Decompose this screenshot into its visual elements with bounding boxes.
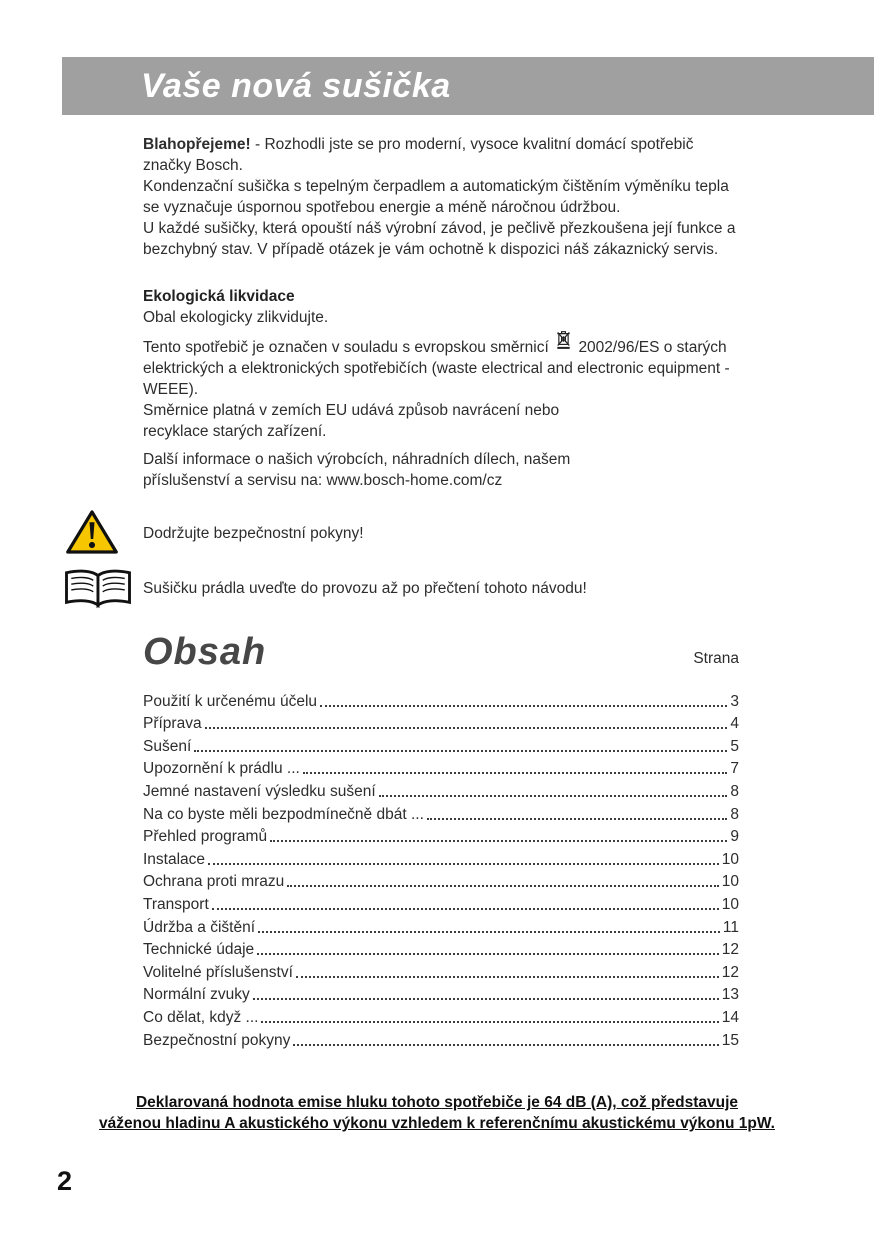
toc-entry-label: Na co byste měli bezpodmínečně dbát ... bbox=[143, 805, 424, 823]
toc-dotted-leader bbox=[208, 863, 719, 865]
toc-dotted-leader bbox=[258, 931, 720, 933]
toc-entry-page: 8 bbox=[730, 805, 739, 823]
toc-title: Obsah bbox=[143, 631, 267, 673]
toc-entry bbox=[143, 891, 739, 914]
toc-dotted-leader bbox=[320, 705, 727, 707]
toc-entry bbox=[143, 688, 739, 711]
weee-paragraph bbox=[143, 328, 739, 400]
more-info-text: Další informace o našich výrobcích, náhradních dílech, našem příslušenství a servisu na: www.bosch-home.com/cz bbox=[143, 451, 571, 489]
toc-dotted-leader bbox=[427, 818, 727, 820]
safety-notice-row bbox=[143, 508, 739, 558]
more-info-section bbox=[143, 449, 739, 491]
toc-entry bbox=[143, 824, 739, 847]
toc-dotted-leader bbox=[194, 750, 727, 752]
toc-entry-page: 3 bbox=[730, 692, 739, 710]
toc-header bbox=[143, 630, 739, 674]
open-book-icon bbox=[61, 567, 135, 609]
toc-entry-label: Normální zvuky bbox=[143, 986, 250, 1004]
toc-entry bbox=[143, 733, 739, 756]
toc-entry-page: 14 bbox=[721, 1008, 739, 1026]
toc-dotted-leader bbox=[261, 1021, 718, 1023]
toc-entry-label: Technické údaje bbox=[143, 941, 255, 959]
warning-triangle-icon bbox=[65, 508, 119, 555]
noise-declaration-line-1: Deklarovaná hodnota emise hluku tohoto spotřebiče je 64 dB (A), což představuje bbox=[135, 1094, 739, 1111]
toc-entry bbox=[143, 756, 739, 779]
chapter-header bbox=[62, 57, 874, 115]
ecology-section bbox=[143, 286, 739, 442]
toc-entry bbox=[143, 1004, 739, 1027]
noise-declaration-line-2: váženou hladinu A akustického výkonu vzhledem k referenčnímu akustickému výkonu 1pW. bbox=[99, 1115, 775, 1132]
chapter-title: Vaše nová sušička bbox=[141, 66, 451, 105]
toc-entry bbox=[143, 982, 739, 1005]
read-manual-notice-row bbox=[143, 565, 739, 611]
toc-entry-label: Transport bbox=[143, 895, 209, 913]
toc-entry-label: Příprava bbox=[143, 715, 202, 733]
toc-entry bbox=[143, 937, 739, 960]
page-number: 2 bbox=[57, 1166, 73, 1196]
toc-dotted-leader bbox=[379, 795, 728, 797]
weee-text-before: Tento spotřebič je označen v souladu s evropskou směrnicí bbox=[143, 339, 549, 356]
table-of-contents bbox=[143, 688, 739, 1050]
toc-entry bbox=[143, 869, 739, 892]
toc-entry-page: 12 bbox=[721, 941, 739, 959]
toc-dotted-leader bbox=[205, 727, 728, 729]
toc-entry-label: Ochrana proti mrazu bbox=[143, 873, 285, 891]
toc-entry bbox=[143, 914, 739, 937]
toc-entry-label: Údržba a čištění bbox=[143, 918, 255, 936]
congrats-rest: - Rozhodli jste se pro moderní, vysoce kvalitní domácí spotřebič značky Bosch. bbox=[143, 136, 694, 174]
toc-entry-page: 10 bbox=[721, 873, 739, 891]
toc-entry-page: 12 bbox=[721, 963, 739, 981]
toc-dotted-leader bbox=[257, 953, 719, 955]
read-manual-notice-text: Sušičku prádla uveďte do provozu až po přečtení tohoto návodu! bbox=[143, 579, 587, 597]
toc-dotted-leader bbox=[270, 840, 727, 842]
toc-entry bbox=[143, 1027, 739, 1050]
ecology-line-3: Směrnice platná v zemích EU udává způsob navrácení nebo recyklace starých zařízení. bbox=[143, 402, 560, 440]
ecology-heading: Ekologická likvidace bbox=[143, 288, 295, 305]
toc-dotted-leader bbox=[253, 998, 719, 1000]
intro-section bbox=[143, 134, 739, 260]
toc-entry-page: 13 bbox=[721, 986, 739, 1004]
toc-entry-label: Volitelné příslušenství bbox=[143, 963, 293, 981]
toc-entry-page: 4 bbox=[730, 715, 739, 733]
toc-dotted-leader bbox=[303, 772, 728, 774]
toc-entry-page: 15 bbox=[721, 1031, 739, 1049]
noise-declaration bbox=[0, 1092, 874, 1134]
toc-entry-page: 10 bbox=[721, 895, 739, 913]
toc-entry-label: Přehled programů bbox=[143, 828, 268, 846]
congrats-word: Blahopřejeme! bbox=[143, 136, 251, 153]
toc-entry bbox=[143, 959, 739, 982]
toc-entry bbox=[143, 801, 739, 824]
toc-entry-page: 10 bbox=[721, 850, 739, 868]
toc-entry bbox=[143, 778, 739, 801]
intro-paragraph-3: U každé sušičky, která opouští náš výrobní závod, je pečlivě přezkoušena její funkce a bezchybný stav. V případě otázek je vám ochotně k dispozici náš zákaznický servis. bbox=[143, 220, 736, 258]
weee-text-after: 2002/96/ES o starých elektrických a elektronických spotřebičích (waste electrical and electronic equipment - WEEE). bbox=[143, 339, 730, 398]
toc-entry-label: Sušení bbox=[143, 737, 192, 755]
toc-entry-page: 11 bbox=[722, 918, 739, 936]
toc-entry-page: 7 bbox=[730, 760, 739, 778]
weee-crossed-bin-icon bbox=[555, 328, 572, 350]
toc-entry bbox=[143, 846, 739, 869]
toc-page-column-header: Strana bbox=[693, 650, 739, 667]
toc-entry-label: Použití k určenému účelu bbox=[143, 692, 318, 710]
toc-entry-page: 5 bbox=[730, 737, 739, 755]
toc-entry-label: Bezpečnostní pokyny bbox=[143, 1031, 291, 1049]
toc-entry bbox=[143, 711, 739, 734]
ecology-line-1: Obal ekologicky zlikvidujte. bbox=[143, 309, 329, 326]
intro-paragraph-2: Kondenzační sušička s tepelným čerpadlem a automatickým čištěním výměníku tepla se vyznačuje úspornou spotřebou energie a méně náročnou údržbou. bbox=[143, 178, 729, 216]
toc-entry-label: Instalace bbox=[143, 850, 206, 868]
toc-entry-label: Upozornění k prádlu ... bbox=[143, 760, 300, 778]
toc-dotted-leader bbox=[293, 1044, 718, 1046]
toc-dotted-leader bbox=[287, 885, 718, 887]
toc-dotted-leader bbox=[296, 976, 719, 978]
toc-entry-label: Co dělat, když ... bbox=[143, 1008, 259, 1026]
toc-entry-page: 9 bbox=[730, 828, 739, 846]
safety-notice-text: Dodržujte bezpečnostní pokyny! bbox=[143, 524, 364, 542]
toc-dotted-leader bbox=[212, 908, 719, 910]
toc-entry-label: Jemné nastavení výsledku sušení bbox=[143, 782, 376, 800]
intro-paragraph-1 bbox=[143, 134, 739, 176]
toc-entry-page: 8 bbox=[730, 782, 739, 800]
